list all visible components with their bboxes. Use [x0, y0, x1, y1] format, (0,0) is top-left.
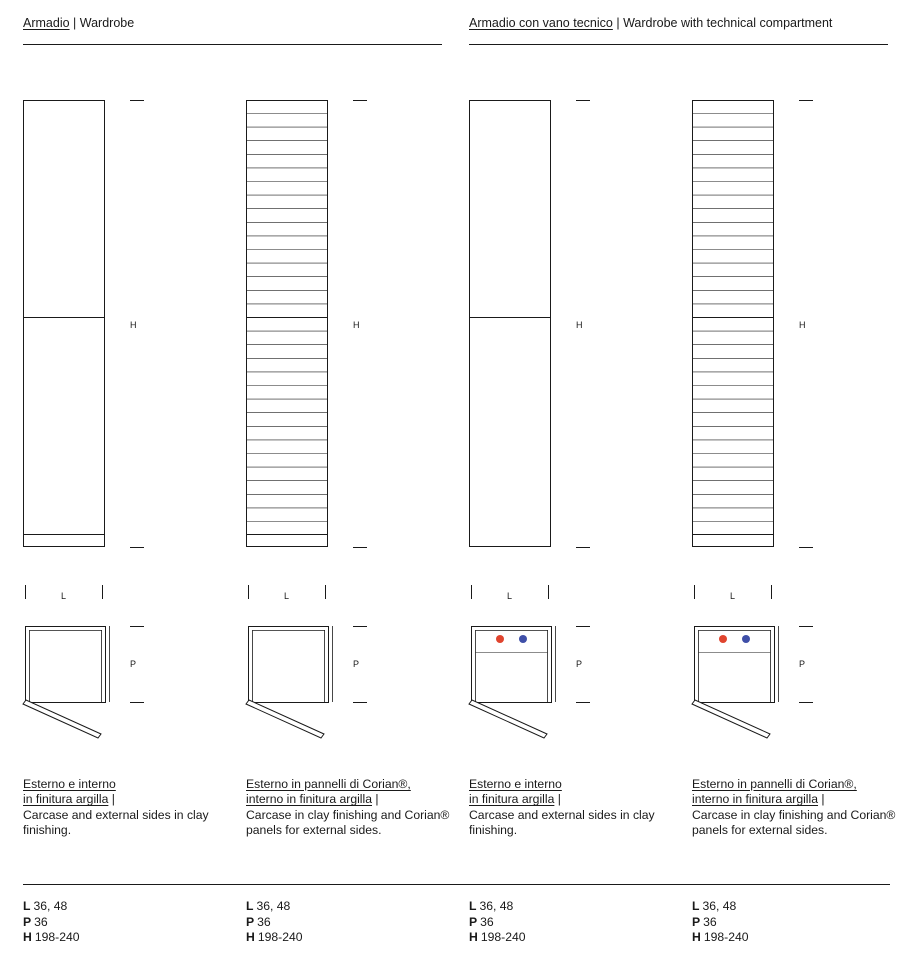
description-italian-line-1: Esterno in pannelli di Corian®, [692, 777, 857, 791]
height-dimension-label: H [576, 320, 583, 330]
product-column-4 [692, 0, 896, 962]
product-column-3 [469, 0, 669, 962]
description-separator: | [375, 792, 379, 807]
depth-dimension-label: P [576, 659, 583, 669]
product-description [23, 777, 233, 838]
wardrobe-front-outline [693, 101, 774, 547]
header-separator: | [616, 16, 620, 30]
dimension-height: H 198-240 [246, 930, 303, 944]
open-door-outline [469, 700, 547, 738]
product-description [469, 777, 679, 838]
plan-outline [26, 627, 106, 703]
description-english: Carcase in clay finishing and Corian® panels for external sides. [246, 807, 450, 837]
description-italian-line-2: in finitura argilla [469, 792, 555, 807]
height-dimension-label: H [353, 320, 360, 330]
dimension-height: H 198-240 [469, 930, 526, 944]
dimensions-list [469, 899, 526, 946]
description-italian-line-1: Esterno e interno [23, 777, 116, 791]
dimension-depth: P 36 [692, 914, 717, 929]
wardrobe-front-outline [247, 101, 328, 547]
description-italian [246, 777, 456, 808]
footer-rule [23, 884, 890, 885]
cold-water-valve-icon [742, 635, 750, 643]
dimension-depth: P 36 [23, 914, 48, 929]
wardrobe-drawings [469, 0, 669, 770]
description-italian-line-1: Esterno e interno [469, 777, 562, 791]
hot-water-valve-icon [719, 635, 727, 643]
product-column-1 [23, 0, 223, 962]
wardrobe-drawings [23, 0, 223, 770]
product-column-2 [246, 0, 450, 962]
description-italian-line-1: Esterno in pannelli di Corian®, [246, 777, 411, 791]
description-english: Carcase and external sides in clay finishing. [23, 807, 209, 837]
description-english: Carcase in clay finishing and Corian® panels for external sides. [692, 807, 896, 837]
width-dimension-label: L [284, 591, 290, 601]
description-separator: | [111, 792, 115, 807]
dimension-width: L 36, 48 [246, 899, 291, 913]
plan-outline [472, 627, 552, 703]
width-dimension-label: L [61, 591, 67, 601]
description-italian-line-2: interno in finitura argilla [692, 792, 819, 807]
dimension-height: H 198-240 [692, 930, 749, 944]
dimensions-list [246, 899, 303, 946]
header-separator: | [73, 16, 77, 30]
wardrobe-drawings [692, 0, 892, 770]
open-door-outline [692, 700, 770, 738]
description-italian-line-2: in finitura argilla [23, 792, 109, 807]
hot-water-valve-icon [496, 635, 504, 643]
description-separator: | [557, 792, 561, 807]
depth-dimension-label: P [353, 659, 360, 669]
product-description [246, 777, 456, 838]
dimension-width: L 36, 48 [23, 899, 68, 913]
dimension-width: L 36, 48 [469, 899, 514, 913]
header-italian: Armadio con vano tecnico [469, 16, 613, 30]
description-italian-line-2: interno in finitura argilla [246, 792, 373, 807]
dimensions-list [692, 899, 749, 946]
wardrobe-front-outline [470, 101, 551, 547]
height-dimension-label: H [130, 320, 137, 330]
description-separator: | [821, 792, 825, 807]
plan-outline [249, 627, 329, 703]
description-english: Carcase and external sides in clay finishing. [469, 807, 655, 837]
open-door-outline [23, 700, 101, 738]
product-description [692, 777, 902, 838]
dimensions-list [23, 899, 80, 946]
depth-dimension-label: P [130, 659, 137, 669]
header-italian: Armadio [23, 16, 70, 30]
dimension-height: H 198-240 [23, 930, 80, 944]
description-italian [692, 777, 902, 808]
open-door-outline [246, 700, 324, 738]
height-dimension-label: H [799, 320, 806, 330]
cold-water-valve-icon [519, 635, 527, 643]
dimension-depth: P 36 [246, 914, 271, 929]
description-italian [469, 777, 679, 808]
width-dimension-label: L [507, 591, 513, 601]
depth-dimension-label: P [799, 659, 806, 669]
dimension-depth: P 36 [469, 914, 494, 929]
description-italian [23, 777, 233, 808]
plan-outline [695, 627, 775, 703]
wardrobe-front-outline [24, 101, 105, 547]
header-english: Wardrobe with technical compartment [623, 16, 833, 30]
header-english: Wardrobe [79, 16, 135, 30]
width-dimension-label: L [730, 591, 736, 601]
wardrobe-drawings [246, 0, 446, 770]
dimension-width: L 36, 48 [692, 899, 737, 913]
